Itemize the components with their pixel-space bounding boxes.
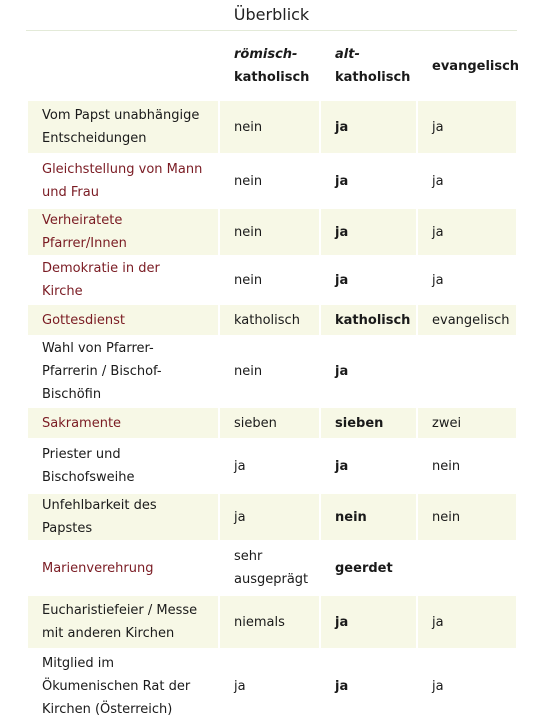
table-header-row bbox=[28, 33, 516, 99]
cell-evangelisch: zwei bbox=[416, 408, 516, 438]
table-row bbox=[28, 209, 516, 255]
cell-roemisch-katholisch: nein bbox=[218, 337, 319, 406]
table-row bbox=[28, 596, 516, 648]
cell-alt-katholisch: nein bbox=[319, 494, 416, 540]
cell-evangelisch: nein bbox=[416, 440, 516, 492]
cell-roemisch-katholisch: nein bbox=[218, 209, 319, 255]
table-row bbox=[28, 408, 516, 438]
table-row bbox=[28, 542, 516, 594]
cell-roemisch-katholisch: ja bbox=[218, 440, 319, 492]
cell-alt-katholisch: ja bbox=[319, 337, 416, 406]
cell-roemisch-katholisch: niemals bbox=[218, 596, 319, 648]
cell-alt-katholisch: geerdet bbox=[319, 542, 416, 594]
table-row bbox=[28, 257, 516, 303]
cell-alt-katholisch: ja bbox=[319, 650, 416, 722]
row-label: Eucharistiefeier / Messe mit anderen Kirchen bbox=[28, 596, 218, 648]
table-row bbox=[28, 305, 516, 335]
row-label: Unfehlbarkeit des Papstes bbox=[28, 494, 218, 540]
cell-roemisch-katholisch: sieben bbox=[218, 408, 319, 438]
cell-roemisch-katholisch: sehr ausgeprägt bbox=[218, 542, 319, 594]
cell-roemisch-katholisch: nein bbox=[218, 101, 319, 153]
row-label: Vom Papst unabhängige Entscheidungen bbox=[28, 101, 218, 153]
cell-evangelisch: evangelisch bbox=[416, 305, 516, 335]
row-label: Wahl von Pfarrer-Pfarrerin / Bischof-Bischöfin bbox=[42, 341, 162, 402]
table-row bbox=[28, 650, 516, 722]
cell-roemisch-katholisch: katholisch bbox=[218, 305, 319, 335]
cell-evangelisch: ja bbox=[416, 209, 516, 255]
cell-alt-katholisch: ja bbox=[319, 440, 416, 492]
table-row bbox=[28, 337, 516, 406]
cell-roemisch-katholisch: nein bbox=[218, 155, 319, 207]
cell-alt-katholisch: sieben bbox=[319, 408, 416, 438]
row-label: Gleichstellung von Mann und Frau bbox=[42, 162, 203, 200]
table-row bbox=[28, 101, 516, 153]
header-empty-cell bbox=[28, 33, 218, 99]
header-alt-katholisch bbox=[319, 33, 416, 99]
header-roemisch-katholisch bbox=[218, 33, 319, 99]
cell-evangelisch bbox=[416, 542, 516, 594]
cell-evangelisch: ja bbox=[416, 101, 516, 153]
cell-alt-katholisch: ja bbox=[319, 257, 416, 303]
cell-evangelisch: ja bbox=[416, 155, 516, 207]
row-label: Marienverehrung bbox=[42, 560, 154, 576]
page-title: Überblick bbox=[26, 0, 517, 31]
cell-alt-katholisch: katholisch bbox=[319, 305, 416, 335]
table-row bbox=[28, 155, 516, 207]
cell-alt-katholisch: ja bbox=[319, 209, 416, 255]
table-row bbox=[28, 440, 516, 492]
row-label: Gottesdienst bbox=[28, 305, 218, 335]
cell-roemisch-katholisch: ja bbox=[218, 650, 319, 722]
header-alt-suffix: katholisch bbox=[335, 70, 411, 85]
header-roemisch-prefix: römisch- bbox=[234, 47, 298, 62]
cell-roemisch-katholisch: ja bbox=[218, 494, 319, 540]
table-row bbox=[28, 494, 516, 540]
header-roemisch-suffix: katholisch bbox=[234, 70, 310, 85]
header-alt-prefix: alt- bbox=[335, 47, 360, 62]
cell-evangelisch: ja bbox=[416, 650, 516, 722]
cell-evangelisch: ja bbox=[416, 596, 516, 648]
cell-roemisch-katholisch: nein bbox=[218, 257, 319, 303]
cell-evangelisch bbox=[416, 337, 516, 406]
row-label: Mitglied im Ökumenischen Rat der Kirchen (Österreich) bbox=[42, 655, 191, 717]
comparison-table bbox=[28, 31, 520, 724]
row-label: Sakramente bbox=[28, 408, 218, 438]
row-label: Priester und Bischofsweihe bbox=[42, 447, 135, 485]
cell-alt-katholisch: ja bbox=[319, 155, 416, 207]
row-label: Verheiratete Pfarrer/Innen bbox=[28, 209, 218, 255]
cell-evangelisch: nein bbox=[416, 494, 516, 540]
cell-alt-katholisch: ja bbox=[319, 101, 416, 153]
cell-alt-katholisch: ja bbox=[319, 596, 416, 648]
row-label: Demokratie in der Kirche bbox=[42, 261, 160, 299]
cell-evangelisch: ja bbox=[416, 257, 516, 303]
header-evangelisch: evangelisch bbox=[416, 33, 516, 99]
